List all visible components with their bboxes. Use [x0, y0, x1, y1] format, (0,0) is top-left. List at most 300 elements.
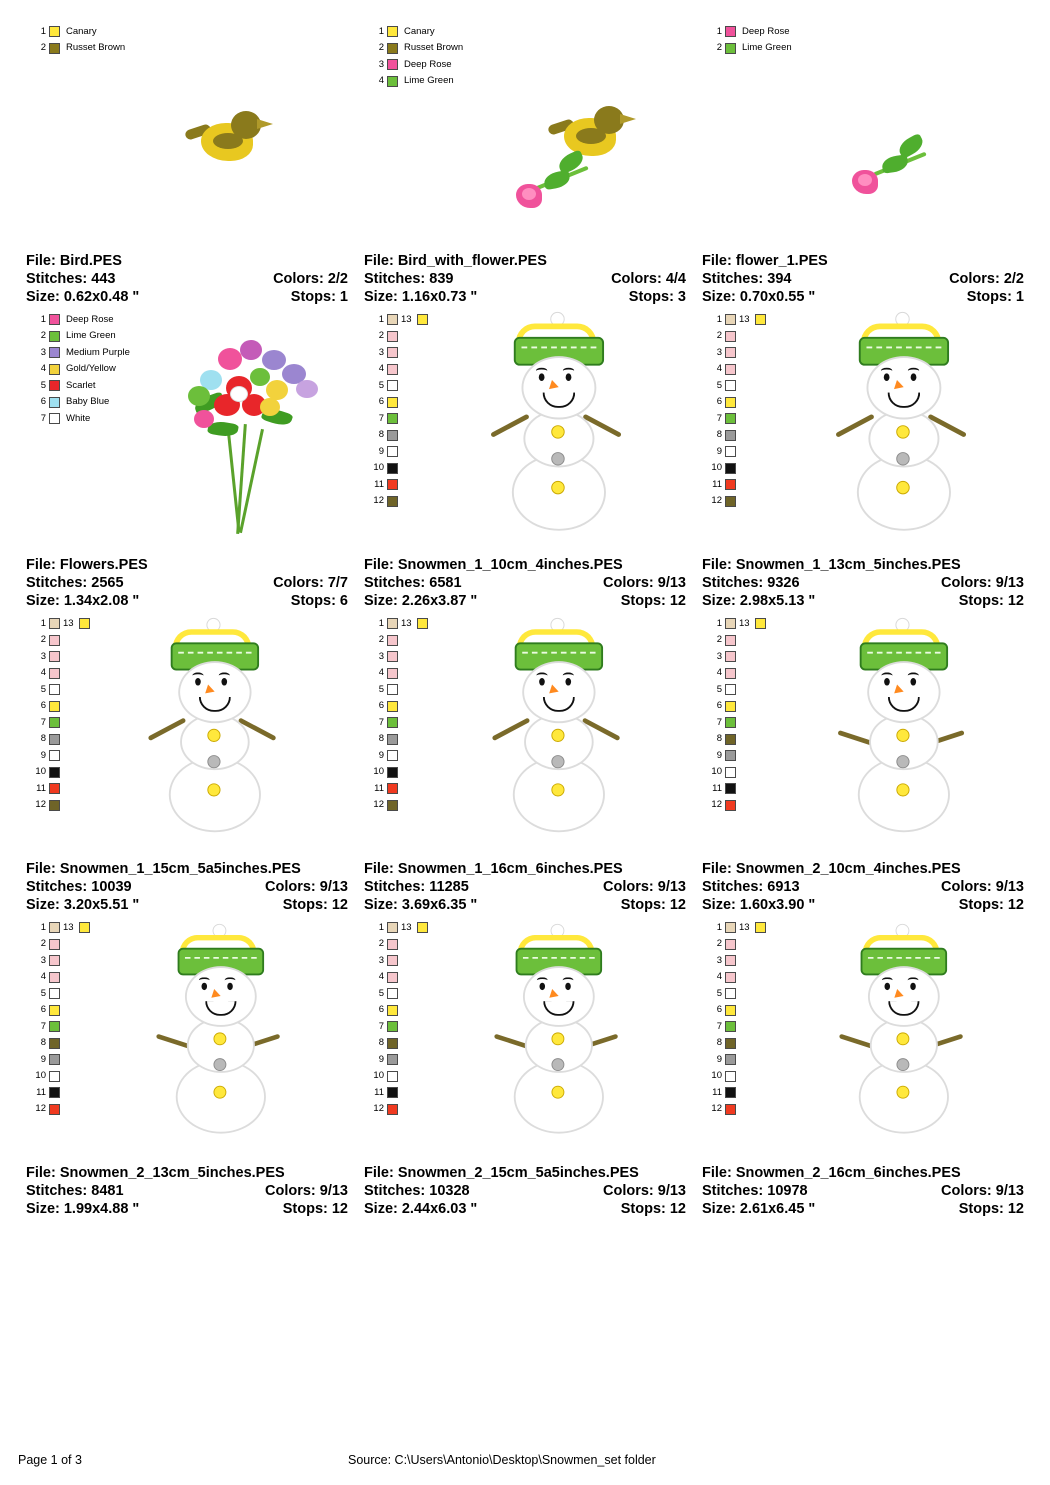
legend-index: 2: [40, 330, 46, 342]
legend-index: 2: [716, 42, 722, 54]
snowman-artwork: [833, 922, 971, 1152]
legend-index: 7: [716, 1020, 722, 1032]
file-name: File: Snowmen_2_13cm_5inches.PES: [26, 1165, 285, 1181]
legend-index: 2: [378, 330, 384, 342]
page-footer: [18, 1453, 1032, 1467]
snowman-artwork: [831, 616, 972, 851]
legend-index: 4: [378, 667, 384, 679]
legend-swatch: [725, 684, 736, 695]
design-caption: [702, 858, 1024, 914]
legend-swatch: [755, 618, 766, 629]
design-size: Size: 1.34x2.08 ": [26, 593, 140, 609]
stitch-count: Stitches: 10978: [702, 1183, 808, 1199]
legend-swatch: [417, 314, 428, 325]
color-legend: [708, 312, 766, 510]
file-name: File: Snowmen_1_15cm_5a5inches.PES: [26, 861, 301, 877]
legend-index-extra: 13: [401, 921, 412, 933]
legend-index: 3: [378, 954, 384, 966]
legend-index: 1: [40, 617, 46, 629]
legend-index: 4: [716, 971, 722, 983]
color-count: Colors: 2/2: [273, 271, 348, 287]
legend-swatch: [387, 446, 398, 457]
legend-swatch: [725, 1038, 736, 1049]
legend-index: 1: [716, 921, 722, 933]
legend-color-name: Lime Green: [66, 330, 116, 342]
legend-swatch: [387, 397, 398, 408]
legend-index-extra: 13: [401, 313, 412, 325]
legend-index: 1: [378, 25, 384, 37]
legend-swatch: [49, 1021, 60, 1032]
legend-swatch: [725, 972, 736, 983]
legend-index: 7: [40, 716, 46, 728]
legend-swatch: [725, 922, 736, 933]
legend-swatch: [387, 767, 398, 778]
legend-index: 9: [40, 1053, 46, 1065]
color-count: Colors: 9/13: [603, 879, 686, 895]
color-legend: [708, 616, 766, 814]
legend-swatch: [725, 783, 736, 794]
color-count: Colors: 9/13: [941, 879, 1024, 895]
legend-index: 3: [378, 58, 384, 70]
legend-index: 7: [716, 716, 722, 728]
legend-index: 6: [716, 396, 722, 408]
legend-index: 3: [40, 954, 46, 966]
legend-index: 2: [40, 938, 46, 950]
legend-index-extra: 13: [63, 921, 74, 933]
design-size: Size: 1.60x3.90 ": [702, 897, 816, 913]
legend-swatch: [387, 750, 398, 761]
legend-swatch: [387, 651, 398, 662]
stop-count: Stops: 6: [290, 593, 348, 609]
stop-count: Stops: 12: [620, 1201, 686, 1217]
legend-swatch: [49, 750, 60, 761]
legend-color-name: Lime Green: [404, 75, 454, 87]
legend-index-extra: 13: [739, 313, 750, 325]
legend-swatch: [725, 618, 736, 629]
legend-index: 5: [40, 987, 46, 999]
stop-count: Stops: 1: [966, 289, 1024, 305]
legend-swatch: [725, 1071, 736, 1082]
legend-index: 1: [378, 617, 384, 629]
legend-index-extra: 13: [739, 617, 750, 629]
legend-swatch: [387, 43, 398, 54]
file-name: File: Bird.PES: [26, 253, 122, 269]
design-size: Size: 1.16x0.73 ": [364, 289, 478, 305]
legend-index: 2: [378, 938, 384, 950]
legend-color-name: Canary: [66, 25, 97, 37]
legend-swatch: [755, 314, 766, 325]
legend-swatch: [387, 635, 398, 646]
legend-swatch: [725, 1021, 736, 1032]
legend-swatch: [49, 939, 60, 950]
legend-swatch: [49, 972, 60, 983]
legend-swatch: [417, 922, 428, 933]
legend-swatch: [725, 380, 736, 391]
legend-index: 8: [378, 429, 384, 441]
legend-index: 9: [378, 749, 384, 761]
legend-index: 9: [378, 1053, 384, 1065]
color-legend: [32, 24, 125, 57]
legend-index: 8: [716, 1037, 722, 1049]
snowman-artwork: [150, 922, 288, 1152]
legend-index: 12: [711, 495, 722, 507]
color-legend: [32, 312, 130, 428]
legend-swatch: [387, 734, 398, 745]
design-cell: [18, 306, 356, 610]
design-preview: [364, 610, 686, 858]
legend-swatch: [387, 1087, 398, 1098]
stop-count: Stops: 12: [958, 897, 1024, 913]
legend-color-name: Lime Green: [742, 42, 792, 54]
legend-swatch: [49, 988, 60, 999]
bouquet-artwork: [166, 324, 346, 554]
legend-swatch: [387, 800, 398, 811]
legend-swatch: [49, 701, 60, 712]
legend-index: 4: [378, 363, 384, 375]
stop-count: Stops: 12: [958, 593, 1024, 609]
legend-swatch: [387, 364, 398, 375]
legend-index: 11: [374, 1086, 384, 1098]
legend-index: 2: [378, 42, 384, 54]
legend-swatch: [725, 668, 736, 679]
legend-color-name: Deep Rose: [742, 25, 790, 37]
design-preview: [26, 914, 348, 1162]
color-legend: [708, 24, 792, 57]
legend-index: 6: [378, 1004, 384, 1016]
legend-swatch: [387, 479, 398, 490]
legend-index: 6: [40, 396, 46, 408]
legend-index: 5: [378, 379, 384, 391]
legend-swatch: [387, 1038, 398, 1049]
stitch-count: Stitches: 9326: [702, 575, 800, 591]
legend-index: 11: [712, 478, 722, 490]
color-count: Colors: 7/7: [273, 575, 348, 591]
design-cell: [694, 18, 1032, 306]
design-size: Size: 2.98x5.13 ": [702, 593, 816, 609]
legend-swatch: [49, 347, 60, 358]
legend-swatch: [725, 413, 736, 424]
legend-swatch: [387, 463, 398, 474]
legend-swatch: [387, 684, 398, 695]
stop-count: Stops: 12: [958, 1201, 1024, 1217]
legend-index: 3: [40, 346, 46, 358]
file-name: File: Snowmen_1_16cm_6inches.PES: [364, 861, 623, 877]
legend-row: [370, 41, 463, 56]
color-count: Colors: 9/13: [265, 1183, 348, 1199]
legend-index: 5: [716, 683, 722, 695]
design-size: Size: 3.20x5.51 ": [26, 897, 140, 913]
legend-swatch: [725, 1104, 736, 1115]
legend-swatch: [387, 331, 398, 342]
design-preview: [702, 610, 1024, 858]
legend-index: 9: [378, 445, 384, 457]
design-caption: [364, 858, 686, 914]
legend-swatch: [725, 988, 736, 999]
legend-row: [370, 24, 463, 39]
legend-swatch: [387, 988, 398, 999]
legend-index: 11: [374, 478, 384, 490]
legend-swatch: [49, 413, 60, 424]
stop-count: Stops: 12: [282, 897, 348, 913]
legend-swatch: [387, 413, 398, 424]
legend-swatch: [725, 364, 736, 375]
legend-index: 10: [373, 462, 384, 474]
legend-swatch: [387, 1104, 398, 1115]
design-preview: [364, 306, 686, 554]
legend-index: 6: [716, 1004, 722, 1016]
legend-swatch: [49, 380, 60, 391]
legend-index: 2: [716, 938, 722, 950]
legend-index: 10: [373, 766, 384, 778]
legend-swatch: [725, 1087, 736, 1098]
legend-swatch: [725, 463, 736, 474]
design-size: Size: 2.26x3.87 ": [364, 593, 478, 609]
legend-index: 2: [40, 42, 46, 54]
legend-swatch: [49, 684, 60, 695]
design-cell: [18, 610, 356, 914]
snowman-artwork: [485, 310, 629, 550]
legend-index: 12: [373, 495, 384, 507]
legend-swatch: [79, 618, 90, 629]
legend-swatch: [49, 767, 60, 778]
stop-count: Stops: 12: [620, 897, 686, 913]
file-name: File: Snowmen_2_16cm_6inches.PES: [702, 1165, 961, 1181]
legend-index: 5: [716, 987, 722, 999]
legend-swatch: [49, 651, 60, 662]
design-grid: [18, 18, 1032, 1218]
legend-color-name: Deep Rose: [404, 58, 452, 70]
legend-index: 10: [35, 1070, 46, 1082]
legend-swatch: [387, 380, 398, 391]
legend-swatch: [725, 347, 736, 358]
legend-index: 5: [40, 379, 46, 391]
legend-index: 12: [373, 799, 384, 811]
legend-index: 3: [378, 650, 384, 662]
stitch-count: Stitches: 6913: [702, 879, 800, 895]
design-preview: [364, 914, 686, 1162]
legend-index: 11: [374, 782, 384, 794]
legend-index: 9: [40, 749, 46, 761]
snowman-artwork: [487, 616, 628, 851]
legend-swatch: [387, 314, 398, 325]
design-caption: [26, 554, 348, 610]
color-count: Colors: 9/13: [603, 1183, 686, 1199]
legend-index: 2: [716, 634, 722, 646]
legend-index: 6: [40, 1004, 46, 1016]
color-legend: [370, 312, 428, 510]
legend-swatch: [387, 939, 398, 950]
legend-swatch: [725, 479, 736, 490]
color-count: Colors: 4/4: [611, 271, 686, 287]
file-name: File: Snowmen_2_10cm_4inches.PES: [702, 861, 961, 877]
legend-swatch: [387, 701, 398, 712]
legend-swatch: [725, 1005, 736, 1016]
legend-index: 5: [40, 683, 46, 695]
legend-index: 1: [378, 313, 384, 325]
design-preview: [26, 306, 348, 554]
legend-swatch: [725, 701, 736, 712]
legend-index: 9: [716, 1053, 722, 1065]
stitch-count: Stitches: 10328: [364, 1183, 470, 1199]
legend-color-name: Gold/Yellow: [66, 363, 116, 375]
stitch-count: Stitches: 8481: [26, 1183, 124, 1199]
legend-index: 2: [716, 330, 722, 342]
design-cell: [694, 610, 1032, 914]
legend-index: 9: [716, 445, 722, 457]
color-count: Colors: 9/13: [603, 575, 686, 591]
legend-swatch: [49, 1071, 60, 1082]
file-name: File: Snowmen_2_15cm_5a5inches.PES: [364, 1165, 639, 1181]
design-cell: [356, 306, 694, 610]
legend-swatch: [725, 635, 736, 646]
stop-count: Stops: 1: [290, 289, 348, 305]
legend-index: 10: [711, 766, 722, 778]
legend-swatch: [755, 922, 766, 933]
legend-color-name: Medium Purple: [66, 346, 130, 358]
design-cell: [694, 306, 1032, 610]
legend-swatch: [387, 1021, 398, 1032]
legend-swatch: [725, 955, 736, 966]
legend-swatch: [387, 76, 398, 87]
legend-color-name: Deep Rose: [66, 313, 114, 325]
legend-index: 12: [35, 1103, 46, 1115]
color-legend: [32, 920, 90, 1118]
legend-index: 8: [716, 429, 722, 441]
stop-count: Stops: 12: [282, 1201, 348, 1217]
legend-index: 4: [716, 667, 722, 679]
legend-index: 4: [40, 667, 46, 679]
legend-row: [708, 24, 792, 39]
legend-index: 4: [40, 363, 46, 375]
legend-swatch: [49, 1038, 60, 1049]
legend-swatch: [49, 26, 60, 37]
legend-index: 7: [378, 412, 384, 424]
design-size: Size: 2.44x6.03 ": [364, 1201, 478, 1217]
design-preview: [364, 18, 686, 250]
legend-row: [370, 74, 463, 89]
legend-index: 3: [716, 346, 722, 358]
file-name: File: Bird_with_flower.PES: [364, 253, 547, 269]
legend-swatch: [387, 59, 398, 70]
legend-index: 4: [40, 971, 46, 983]
legend-swatch: [725, 734, 736, 745]
legend-swatch: [49, 635, 60, 646]
design-preview: [26, 610, 348, 858]
legend-index: 9: [716, 749, 722, 761]
design-caption: [26, 1162, 348, 1218]
legend-swatch: [49, 618, 60, 629]
legend-swatch: [49, 364, 60, 375]
legend-swatch: [387, 922, 398, 933]
source-path: Source: C:\Users\Antonio\Desktop\Snowmen_set folder: [348, 1453, 656, 1467]
legend-index: 4: [378, 971, 384, 983]
snowman-artwork: [142, 616, 283, 851]
legend-swatch: [725, 939, 736, 950]
legend-index: 5: [378, 683, 384, 695]
legend-index: 6: [378, 700, 384, 712]
design-caption: [364, 250, 686, 306]
legend-index: 10: [711, 1070, 722, 1082]
color-legend: [32, 616, 90, 814]
legend-swatch: [725, 750, 736, 761]
stitch-count: Stitches: 6581: [364, 575, 462, 591]
legend-swatch: [725, 496, 736, 507]
design-caption: [26, 250, 348, 306]
legend-swatch: [49, 1087, 60, 1098]
legend-index: 7: [716, 412, 722, 424]
design-caption: [702, 1162, 1024, 1218]
design-preview: [702, 18, 1024, 250]
design-cell: [356, 18, 694, 306]
legend-row: [370, 57, 463, 72]
legend-index: 12: [35, 799, 46, 811]
legend-index: 3: [40, 650, 46, 662]
legend-index: 1: [378, 921, 384, 933]
legend-swatch: [725, 651, 736, 662]
stitch-count: Stitches: 839: [364, 271, 454, 287]
color-count: Colors: 9/13: [265, 879, 348, 895]
legend-index: 1: [40, 921, 46, 933]
design-preview: [702, 306, 1024, 554]
legend-swatch: [387, 955, 398, 966]
color-legend: [370, 616, 428, 814]
file-name: File: Snowmen_1_13cm_5inches.PES: [702, 557, 961, 573]
design-cell: [356, 610, 694, 914]
legend-swatch: [387, 347, 398, 358]
legend-swatch: [49, 1104, 60, 1115]
legend-index: 12: [711, 799, 722, 811]
legend-swatch: [725, 1054, 736, 1065]
legend-swatch: [49, 1054, 60, 1065]
legend-row: [32, 41, 125, 56]
legend-swatch: [725, 717, 736, 728]
legend-color-name: Russet Brown: [66, 42, 126, 54]
page-number: Page 1 of 3: [18, 1453, 82, 1467]
legend-swatch: [49, 922, 60, 933]
stitch-count: Stitches: 11285: [364, 879, 469, 895]
legend-index: 10: [373, 1070, 384, 1082]
legend-index: 12: [373, 1103, 384, 1115]
legend-index: 5: [378, 987, 384, 999]
stitch-count: Stitches: 443: [26, 271, 116, 287]
legend-index-extra: 13: [401, 617, 412, 629]
legend-swatch: [387, 430, 398, 441]
legend-swatch: [725, 397, 736, 408]
legend-index: 10: [711, 462, 722, 474]
design-size: Size: 2.61x6.45 ": [702, 1201, 816, 1217]
legend-index: 6: [378, 396, 384, 408]
design-size: Size: 3.69x6.35 ": [364, 897, 478, 913]
legend-swatch: [49, 397, 60, 408]
color-legend: [708, 920, 766, 1118]
legend-index: 8: [378, 733, 384, 745]
design-size: Size: 0.62x0.48 ": [26, 289, 140, 305]
legend-swatch: [725, 800, 736, 811]
file-name: File: Snowmen_1_10cm_4inches.PES: [364, 557, 623, 573]
design-caption: [702, 250, 1024, 306]
stitch-count: Stitches: 2565: [26, 575, 124, 591]
legend-swatch: [387, 1054, 398, 1065]
design-cell: [356, 914, 694, 1218]
legend-swatch: [387, 1071, 398, 1082]
design-caption: [26, 858, 348, 914]
legend-index: 6: [40, 700, 46, 712]
design-cell: [694, 914, 1032, 1218]
legend-swatch: [387, 618, 398, 629]
legend-swatch: [387, 496, 398, 507]
legend-index: 3: [378, 346, 384, 358]
legend-index: 1: [40, 25, 46, 37]
